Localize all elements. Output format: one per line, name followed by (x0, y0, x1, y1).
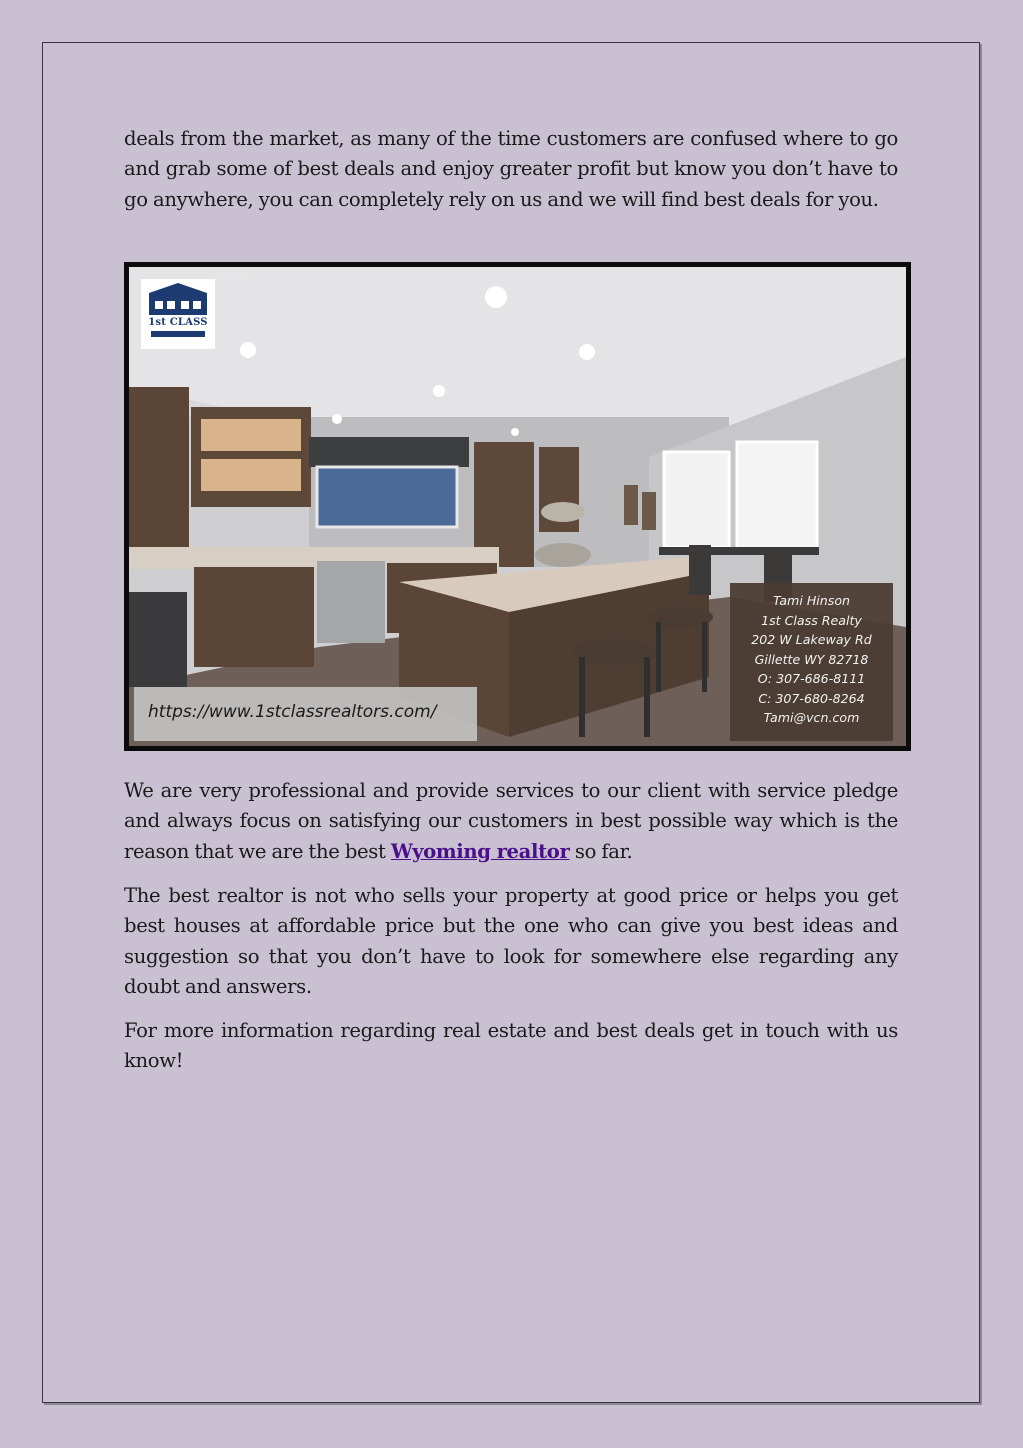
kitchen-photo (124, 262, 911, 751)
kitchen-photo-canvas (129, 267, 906, 746)
paragraph-service-text: We are very professional and provide services to our client with service pledge and always focus on satisfying our customers in best possible way which is the reason that we are the best (124, 779, 898, 863)
house-row-icon (141, 279, 215, 349)
contact-company: 1st Class Realty (761, 612, 862, 628)
contact-street: 202 W Lakeway Rd (751, 632, 872, 647)
paragraph-contact: For more information regarding real estate and best deals get in touch with us know! (124, 1019, 898, 1073)
wyoming-realtor-link[interactable]: Wyoming realtor (390, 839, 570, 863)
website-banner (134, 687, 477, 741)
realty-logo (141, 279, 215, 349)
paragraph-best-realtor: The best realtor is not who sells your property at good price or helps you get best houses at affordable price but the one who can give you best ideas and suggestion so that you don’t have to look for somewhere else regarding any doubt and answers. (124, 884, 898, 999)
contact-city: Gillette WY 82718 (754, 651, 869, 667)
contact-cell-phone: C: 307-680-8264 (758, 690, 865, 706)
photo-watermark: d Photo (217, 271, 256, 282)
paragraph-service-tail: so far. (569, 839, 633, 863)
contact-card (730, 583, 893, 741)
website-url: https://www.1stclassrealtors.com/ (148, 702, 437, 722)
contact-office-phone: O: 307-686-8111 (757, 671, 866, 686)
contact-email: Tami@vcn.com (763, 710, 860, 725)
paragraph-service (124, 776, 898, 867)
logo-text: 1st CLASS (148, 317, 208, 328)
logo-banner (151, 331, 205, 337)
paragraph-intro: deals from the market, as many of the time customers are confused where to go and grab some of best deals and enjoy greater profit but know you don’t have to go anywhere, you can completely rely on us and we will find best deals for you. (124, 127, 898, 211)
contact-name: Tami Hinson (772, 593, 851, 608)
